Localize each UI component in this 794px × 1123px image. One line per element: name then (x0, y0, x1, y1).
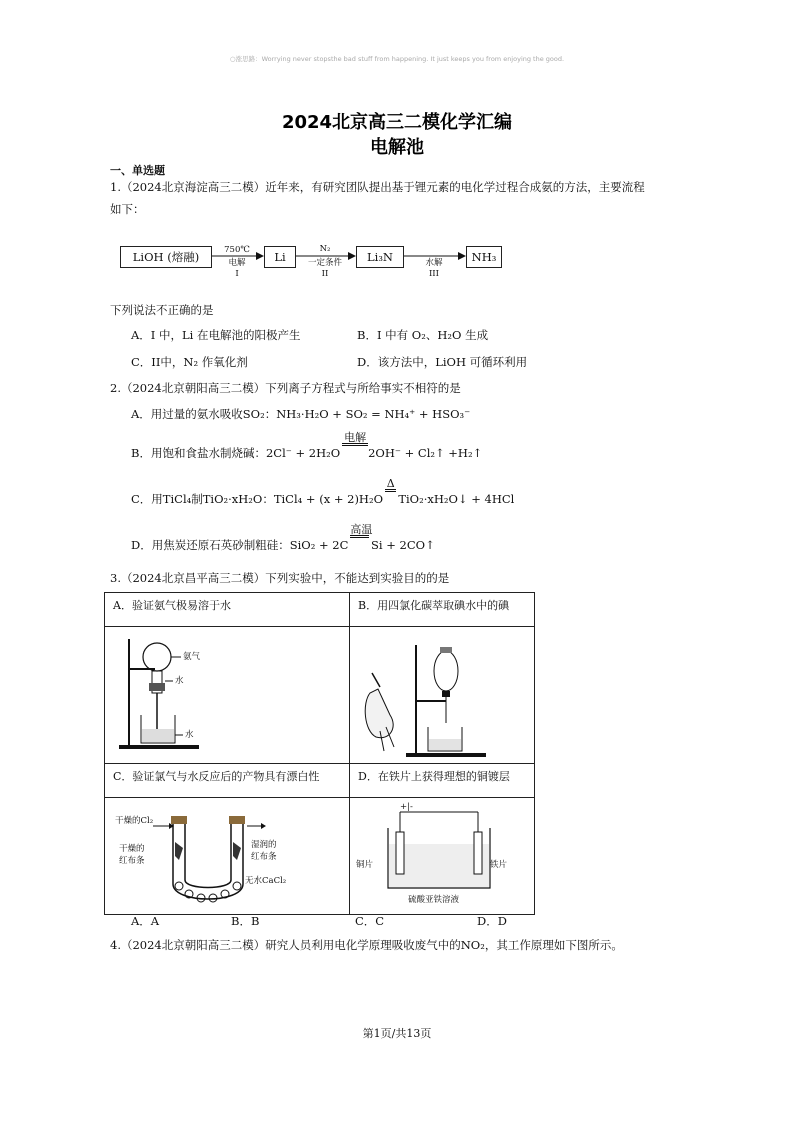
q3-figure-c (105, 798, 349, 914)
q2-d-rest: Si + 2CO↑ (371, 538, 435, 552)
q2-option-b[interactable] (131, 431, 483, 461)
q3-figure-a (105, 627, 349, 763)
q2-b-condition: 电解 (342, 443, 368, 460)
q3-answer-c[interactable]: C．C (355, 914, 385, 928)
q1-stem-line1: 1.（2024北京海淀高三二模）近年来，有研究团队提出基于锂元素的电化学过程合成氨的方法，主要流程 (110, 180, 645, 194)
ammonia-fountain-apparatus (105, 627, 349, 763)
watermark: ○涨思路：Worrying never stopsthe bad stuff from happening. It just keeps you from enjoying the good. (229, 55, 565, 63)
q1-flow-diagram (120, 236, 510, 296)
q2-c-condition: Δ (385, 489, 396, 506)
q2-option-a[interactable]: A．用过量的氨水吸收SO₂：NH₃·H₂O + SO₂ = NH₄⁺ + HSO₃⁻ (131, 407, 471, 421)
page-subtitle: 电解池 (370, 137, 424, 158)
q1-option-c[interactable]: C．II中，N₂ 作氧化剂 (131, 355, 248, 369)
arrow2-mid-label: 一定条件 (307, 258, 342, 268)
label-ferrous-sulfate: 硫酸亚铁溶液 (408, 895, 460, 905)
q3-experiment-table (104, 592, 535, 915)
q1-option-d[interactable]: D．该方法中，LiOH 可循环利用 (357, 355, 528, 369)
flow-box-lioh: LiOH (熔融) (120, 246, 212, 268)
arrow1-bottom-label: I (235, 269, 239, 279)
label-dry-cloth-2: 红布条 (119, 856, 145, 866)
arrow3-mid-label: 水解 (425, 258, 443, 268)
q3-cell-d-title: D．在铁片上获得理想的铜镀层 (358, 770, 510, 783)
label-water-dropper: 水 (175, 676, 184, 686)
q3-stem: 3.（2024北京昌平高三二模）下列实验中，不能达到实验目的的是 (110, 571, 450, 585)
arrow2-bottom-label: II (321, 269, 329, 279)
q3-figure-d (350, 798, 534, 914)
flow-box-li: Li (264, 246, 296, 268)
arrow2-top-label: N₂ (319, 244, 331, 254)
battery-symbol: +|- (400, 802, 413, 812)
label-dry-cl2: 干燥的Cl₂ (115, 816, 154, 826)
q2-b-rest: 2OH⁻ + Cl₂↑ +H₂↑ (368, 446, 483, 460)
flow-box-nh3: NH₃ (466, 246, 502, 268)
label-wet-cloth-2: 红布条 (251, 852, 277, 862)
q2-option-d[interactable] (131, 523, 435, 553)
q2-d-condition: 高温 (350, 535, 369, 552)
q3-answer-d[interactable]: D．D (477, 914, 507, 928)
q2-stem: 2.（2024北京朝阳高三二模）下列离子方程式与所给事实不相符的是 (110, 381, 461, 395)
q3-figure-b (350, 627, 534, 763)
q2-option-c[interactable] (131, 477, 515, 507)
label-water-beaker: 水 (185, 730, 194, 740)
q1-prompt: 下列说法不正确的是 (110, 303, 214, 317)
q4-stem: 4.（2024北京朝阳高三二模）研究人员利用电化学原理吸收废气中的NO₂，其工作原理如下图所示。 (110, 938, 623, 952)
arrow3-bottom-label: III (428, 269, 440, 279)
q2-b-text: B．用饱和食盐水制烧碱：2Cl⁻ + 2H₂O (131, 446, 341, 460)
q3-answer-b[interactable]: B．B (231, 914, 260, 928)
page-title: 2024北京高三二模化学汇编 (281, 112, 513, 133)
q1-stem-line2: 如下： (110, 202, 145, 216)
q1-option-b[interactable]: B．I 中有 O₂、H₂O 生成 (357, 328, 489, 342)
arrow1-mid-label: 电解 (228, 258, 246, 268)
q3-cell-a-title: A．验证氨气极易溶于水 (113, 599, 231, 612)
q2-c-rest: TiO₂·xH₂O↓ + 4HCl (398, 492, 515, 506)
label-iron-plate: 铁片 (490, 860, 508, 870)
q3-answer-a[interactable]: A．A (131, 914, 160, 928)
arrow1-top-label: 750℃ (224, 245, 250, 255)
q3-cell-c-title: C．验证氯气与水反应后的产物具有漂白性 (113, 770, 320, 783)
section-heading: 一、单选题 (110, 164, 165, 177)
flow-box-li3n: Li₃N (356, 246, 404, 268)
page-footer: 第1页/共13页 (362, 1027, 432, 1040)
label-copper-plate: 铜片 (356, 860, 374, 870)
q1-option-a[interactable]: A．I 中，Li 在电解池的阳极产生 (131, 328, 301, 342)
label-dry-cloth: 干燥的 (119, 844, 145, 854)
label-cacl2: 无水CaCl₂ (245, 876, 287, 886)
label-wet-cloth: 湿润的 (251, 840, 277, 850)
q3-cell-b-title: B．用四氯化碳萃取碘水中的碘 (358, 599, 510, 612)
q2-c-text: C．用TiCl₄制TiO₂·xH₂O：TiCl₄ + (x + 2)H₂O (131, 492, 383, 506)
separatory-funnel-apparatus (350, 627, 534, 763)
label-ammonia: 氨气 (183, 652, 201, 662)
q2-d-text: D．用焦炭还原石英砂制粗硅：SiO₂ + 2C (131, 538, 349, 552)
